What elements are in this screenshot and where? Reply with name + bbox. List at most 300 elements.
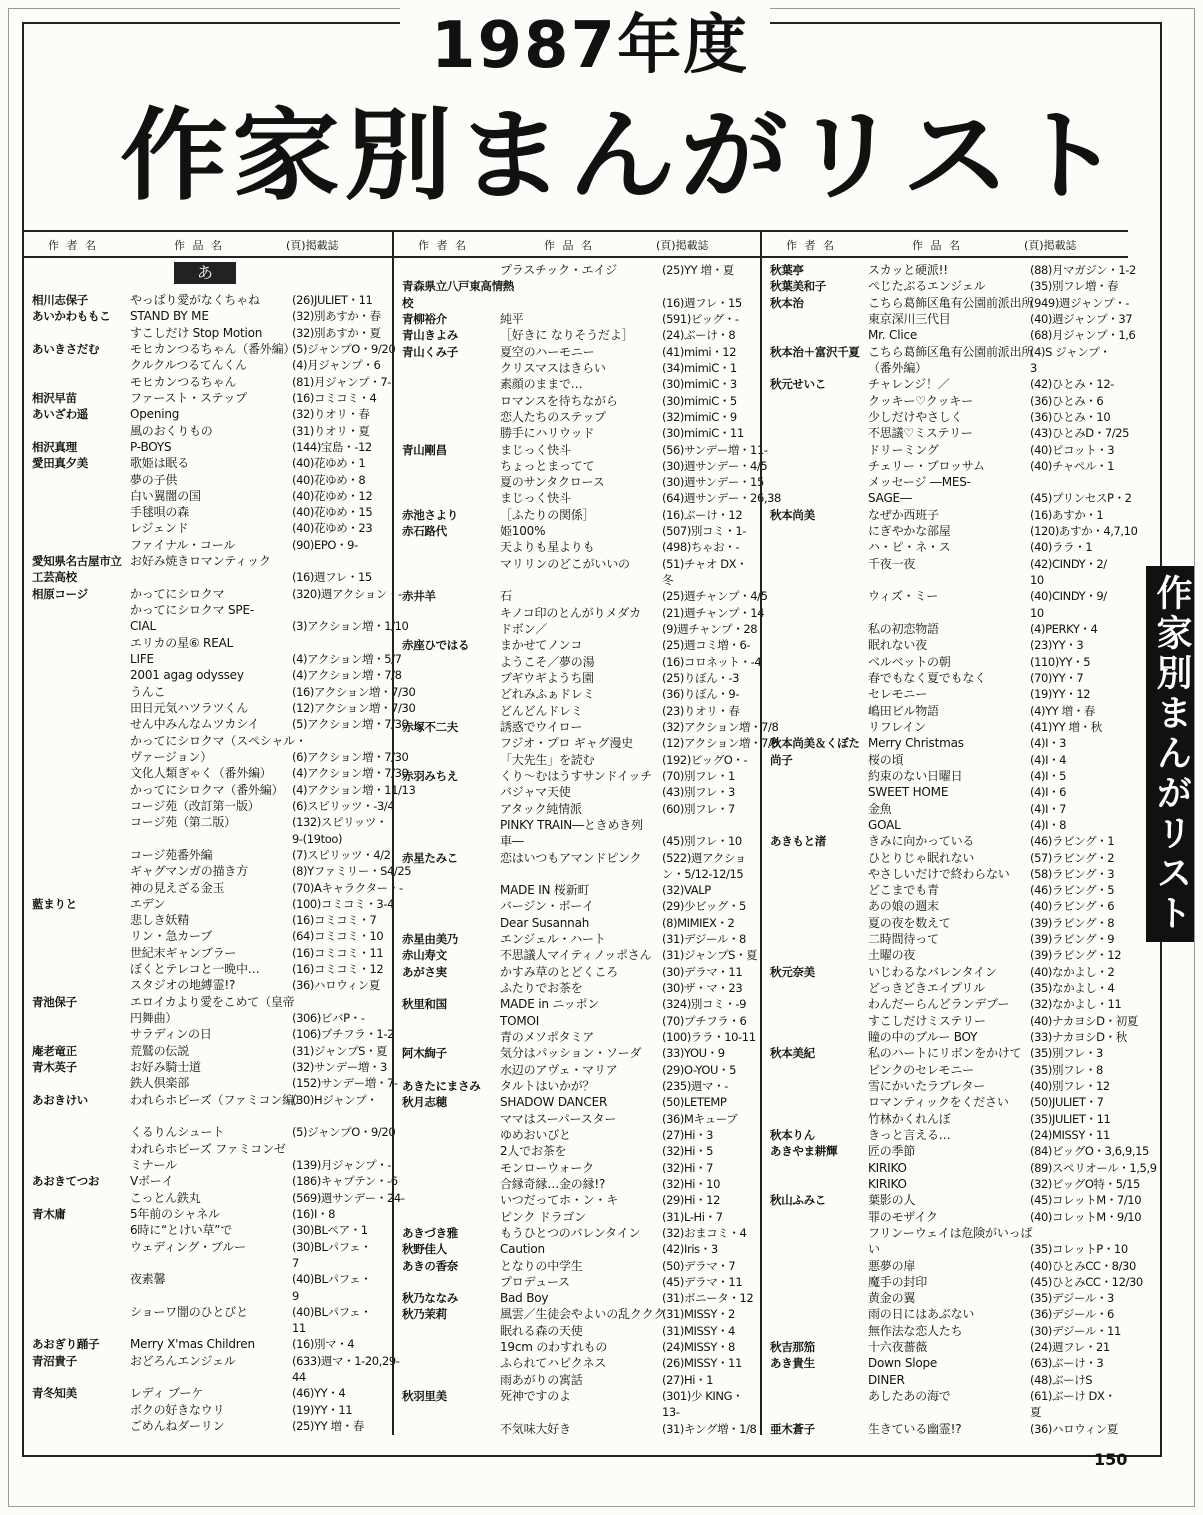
magazine-ref: (48)ぶーけS: [1030, 1372, 1093, 1387]
table-row: [394, 817, 762, 833]
magazine-ref: (32)mimiC・9: [662, 409, 737, 424]
magazine-ref: (30)デラマ・11: [662, 964, 743, 979]
work-title: 二時間待って: [868, 932, 939, 947]
magazine-ref: (29)Hi・12: [662, 1193, 720, 1208]
table-row: [394, 458, 768, 474]
magazine-ref: 冬: [662, 573, 674, 588]
work-title: 合縁奇縁…金の縁!?: [500, 1176, 606, 1191]
work-title: クルクルつるてんくん: [130, 358, 247, 373]
table-row: [394, 1241, 762, 1257]
work-title: 金魚: [868, 801, 892, 816]
work-title: 不思議人マイティノッポさん: [500, 948, 652, 963]
table-row: [24, 831, 392, 847]
table-row: [394, 686, 762, 702]
work-title: 神の見えざる金玉: [130, 880, 225, 895]
table-row: [24, 1402, 392, 1418]
table-row: [24, 782, 416, 798]
work-title: 土曜の夜: [868, 948, 916, 963]
magazine-ref: (25)YY 増・春: [292, 1419, 364, 1434]
table-row: [24, 635, 392, 651]
work-title: 瞳の中のブルー BOY: [868, 1030, 978, 1045]
work-title: 姫100%: [500, 524, 546, 539]
work-title: SWEET HOME: [868, 785, 949, 800]
magazine-ref: (25)りぼん・-3: [662, 671, 740, 685]
magazine-ref: (64)コミコミ・10: [292, 929, 384, 944]
magazine-ref: (507)別コミ・1-: [662, 524, 746, 539]
table-row: [394, 898, 762, 914]
magazine-ref: (40)ララ・1: [1030, 540, 1093, 555]
author-name: 赤座ひではる: [402, 638, 470, 653]
magazine-ref: (68)月ジャンプ・1,6: [1030, 328, 1136, 343]
work-title: CIAL: [130, 619, 157, 634]
table-row: [394, 572, 762, 588]
author-name: 相川志保子: [32, 293, 88, 307]
side-label: 作家別まんがリスト: [1146, 566, 1194, 942]
work-title: モヒカンつるちゃん: [130, 374, 237, 389]
table-row: [24, 308, 392, 324]
work-title: まじっく快斗: [500, 491, 571, 506]
work-title: ひとりじゃ眠れない: [868, 850, 975, 865]
work-title: いつだってホ・ン・キ: [500, 1193, 619, 1208]
author-name: 秋本尚美: [770, 507, 815, 522]
work-title: ギャグマンガの描き方: [130, 864, 249, 879]
magazine-ref: (30)デジール・11: [1030, 1323, 1121, 1338]
work-title: 誘惑でウイロー: [500, 719, 583, 734]
magazine-ref: (30)週サンデー・4/5: [662, 458, 768, 473]
magazine-ref: (81)月ジャンプ・7-: [292, 374, 392, 389]
magazine-ref: (88)月マガジン・1-2: [1030, 263, 1136, 277]
table-row: [24, 537, 392, 553]
table-row: [394, 850, 762, 866]
magazine-ref: (35)別フレ・3: [1030, 1046, 1103, 1061]
table-row: [24, 1157, 392, 1173]
author-name: 相原コージ: [32, 586, 88, 601]
work-title: 夢の子供: [130, 472, 178, 487]
table-row: [762, 980, 1130, 996]
table-row: [762, 1127, 1130, 1143]
magazine-ref: (8)MIMIEX・2: [662, 915, 735, 930]
author-table: [24, 230, 1157, 1440]
magazine-ref: (32)りオリ・春: [292, 407, 370, 422]
magazine-ref: (949)週ジャンプ・-: [1030, 295, 1130, 310]
work-title: ウェディング・ブルー: [130, 1239, 246, 1254]
work-title: プロデュース: [500, 1274, 570, 1289]
magazine-ref: (6)アクション増・7/30: [292, 749, 409, 764]
table-row: [762, 539, 1130, 555]
table-row: [762, 654, 1130, 670]
work-title: おどろんエンジェル: [130, 1353, 236, 1368]
table-row: [394, 262, 762, 278]
table-row: [394, 1143, 762, 1159]
magazine-ref: (16)コミコミ・7: [292, 913, 377, 928]
author-name: 青木英子: [32, 1060, 77, 1075]
work-title: エデン: [130, 896, 166, 911]
magazine-ref: (33)YOU・9: [662, 1046, 725, 1061]
work-title: こちら葛飾区亀有公園前派出所: [868, 344, 1034, 359]
table-row: [762, 1094, 1130, 1110]
magazine-ref: 9-(19too): [292, 831, 343, 846]
author-name: 秋山ふみこ: [770, 1193, 826, 1208]
table-row: [24, 896, 395, 912]
magazine-ref: (16)別マ・4: [292, 1337, 355, 1352]
table-row: [394, 980, 762, 996]
magazine-ref: (34)mimiC・1: [662, 360, 737, 375]
author-name: 赤井羊: [402, 589, 436, 604]
table-row: [24, 651, 402, 667]
work-title: 少しだけやさしく: [868, 409, 963, 424]
author-name: 相沢真理: [32, 439, 77, 454]
table-row: [394, 344, 762, 360]
table-row: [762, 882, 1130, 898]
table-row: [394, 1290, 762, 1306]
work-title: 十六夜薔薇: [868, 1340, 928, 1355]
magazine-ref: (32)Hi・5: [662, 1144, 714, 1159]
table-row: [24, 569, 392, 585]
author-name: 藍まりと: [32, 896, 77, 911]
table-row: [394, 1029, 762, 1045]
magazine-ref: (4)I・8: [1030, 817, 1067, 832]
magazine-ref: (8)Yファミリー・S4/25: [292, 864, 412, 879]
magazine-ref: (56)サンデー増・11-: [662, 442, 768, 457]
table-row: [762, 1421, 1130, 1437]
magazine-ref: (5)ジャンプO・9/20: [292, 341, 396, 356]
work-title: 歌姫は眠る: [130, 456, 190, 471]
magazine-ref: 9: [292, 1288, 299, 1303]
table-row: [394, 1111, 762, 1127]
magazine-ref: (61)ぶーけ DX・: [1030, 1389, 1116, 1404]
table-row: [762, 947, 1130, 963]
work-title: ベルベットの朝: [868, 654, 951, 669]
table-row: [24, 994, 392, 1010]
magazine-ref: (4)S ジャンプ・: [1030, 344, 1111, 359]
magazine-ref: (40)ナカヨシD・初夏: [1030, 1013, 1138, 1028]
table-row: [394, 931, 762, 947]
table-row: [24, 1124, 396, 1140]
magazine-ref: (120)あすか・4,7,10: [1030, 524, 1138, 539]
magazine-ref: (32)別あすか・春: [292, 309, 381, 324]
work-title: 円舞曲）: [130, 1011, 178, 1026]
table-row: [24, 1092, 392, 1108]
work-title: ヴァージョン）: [130, 749, 213, 764]
magazine-ref: (70)別フレ・1: [662, 768, 735, 783]
work-title: すこしだけ Stop Motion: [130, 325, 263, 340]
work-title: わんだーらんどランデブー: [868, 997, 1010, 1012]
author-name: あいざわ遥: [32, 407, 88, 422]
table-row: [394, 801, 762, 817]
table-row: [24, 928, 392, 944]
table-row: [762, 719, 1130, 735]
work-title: かすみ草のとどくころ: [500, 964, 619, 979]
magazine-ref: (23)りオリ・春: [662, 703, 740, 718]
work-title: くるりんシュート: [130, 1125, 225, 1140]
table-row: [24, 1026, 395, 1042]
table-row: [762, 605, 1130, 621]
magazine-ref: (40)BLパフェ・: [292, 1272, 372, 1287]
work-title: われらホビーズ ファミコンゼ: [130, 1141, 286, 1156]
author-name: 赤池さより: [402, 507, 458, 522]
magazine-ref: (27)Hi・1: [662, 1372, 714, 1387]
magazine-ref: (43)別フレ・3: [662, 785, 735, 800]
table-row: [762, 996, 1130, 1012]
magazine-ref: (4)I・3: [1030, 736, 1067, 751]
work-title: 東京深川三代目: [868, 311, 951, 326]
table-row: [394, 621, 762, 637]
table-row: [394, 703, 762, 719]
magazine-ref: (36)りぼん・9-: [662, 687, 740, 702]
work-title: Merry X'mas Children: [130, 1337, 255, 1352]
magazine-ref: (24)ぶーけ・8: [662, 328, 736, 343]
author-name: あおきてつお: [32, 1174, 100, 1189]
table-row: [394, 1094, 762, 1110]
table-row: [24, 439, 392, 455]
work-title: うんこ: [130, 684, 166, 699]
work-title: 天よりも星よりも: [500, 540, 595, 555]
magazine-ref: (30)BLパフェ・: [292, 1239, 372, 1254]
author-name: 庵老竜正: [32, 1043, 77, 1058]
work-title: 私のハートにリボンをかけて: [868, 1046, 1022, 1061]
magazine-ref: (12)アクション増・7/30: [292, 701, 416, 715]
magazine-ref: (32)アクション増・7/8: [662, 719, 779, 734]
work-title: Opening: [130, 407, 180, 422]
table-row: [762, 915, 1130, 931]
work-title: 眠れる森の天使: [500, 1323, 583, 1338]
magazine-ref: (40)BLパフェ・: [292, 1304, 372, 1319]
work-title: スカッと硬派!!: [868, 263, 948, 277]
table-row: [24, 1418, 392, 1434]
column-body: [24, 258, 416, 1438]
author-name: 秋本治: [770, 295, 804, 310]
work-title: 車―: [500, 834, 524, 849]
magazine-ref: (39)ラビング・8: [1030, 915, 1115, 930]
magazine-ref: (235)週マ・-: [662, 1079, 728, 1093]
magazine-ref: (45)コレットM・7/10: [1030, 1193, 1142, 1208]
work-title: せん中みんなムツカシイ: [130, 717, 260, 732]
table-row: [24, 357, 392, 373]
work-title: 魔手の封印: [868, 1274, 928, 1289]
work-title: ハ・ピ・ネ・ス: [868, 540, 951, 555]
table-column-1: [24, 230, 416, 1435]
magazine-ref: (4)YY 増・春: [1030, 703, 1095, 718]
work-title: （番外編）: [868, 360, 928, 375]
work-title: どんどんドレミ: [500, 703, 583, 718]
table-row: [762, 490, 1130, 506]
table-row: [762, 1209, 1142, 1225]
table-row: [394, 1339, 762, 1355]
table-row: [24, 1369, 392, 1385]
work-title: DINER: [868, 1372, 905, 1387]
table-row: [762, 1111, 1130, 1127]
work-title: どっきどきエイプリル: [868, 981, 985, 996]
magazine-ref: (70)YY・7: [1030, 671, 1084, 685]
magazine-ref: (27)Hi・3: [662, 1127, 714, 1142]
magazine-ref: (110)YY・5: [1030, 654, 1091, 669]
work-title: 死神ですのよ: [500, 1389, 571, 1404]
work-title: 匠の季節: [868, 1144, 916, 1159]
magazine-ref: (19)YY・11: [292, 1402, 353, 1417]
magazine-ref: (4)I・4: [1030, 752, 1067, 767]
magazine-ref: (16)コミコミ・4: [292, 390, 377, 405]
work-title: コージ苑（第二版）: [130, 815, 236, 830]
magazine-ref: (498)ちゃお・-: [662, 540, 740, 555]
author-name: 秋吉那笳: [770, 1340, 815, 1355]
work-title: 2人でお茶を: [500, 1144, 567, 1159]
magazine-ref: (30)mimiC・5: [662, 393, 737, 408]
work-title: 水辺のアヴェ・マリア: [500, 1062, 618, 1077]
table-row: [762, 1078, 1130, 1094]
table-row: [762, 507, 1130, 523]
magazine-ref: (12)アクション増・7/8: [662, 736, 779, 751]
table-row: [762, 1290, 1130, 1306]
table-row: [762, 572, 1130, 588]
work-title: ［ふたりの関係］: [500, 507, 595, 522]
table-row: [24, 341, 396, 357]
magazine-ref: (132)スピリッツ・: [292, 815, 388, 830]
table-row: [394, 442, 768, 458]
table-row: [394, 1062, 762, 1078]
author-name: 秋本りん: [770, 1127, 815, 1142]
magazine-ref: (21)週チャンプ・14: [662, 605, 765, 620]
table-row: [762, 801, 1130, 817]
work-title: Dear Susannah: [500, 915, 590, 930]
table-row: [24, 961, 392, 977]
table-row: [762, 588, 1130, 604]
magazine-ref: (35)別フレ増・春: [1030, 279, 1119, 294]
magazine-ref: (36)デジール・6: [1030, 1307, 1114, 1322]
table-row: [24, 1271, 392, 1287]
table-row: [762, 1258, 1136, 1274]
work-title: Caution: [500, 1242, 545, 1257]
work-title: ごめんねダーリン: [130, 1419, 225, 1434]
magazine-ref: (41)mimi・12: [662, 344, 737, 359]
author-name: あいかわももこ: [32, 309, 111, 324]
table-row: [394, 360, 762, 376]
magazine-ref: (63)ぶーけ・3: [1030, 1356, 1104, 1371]
work-title: 田日元気ハツラツくん: [130, 701, 249, 715]
magazine-ref: (16)ぶーけ・12: [662, 507, 743, 522]
author-name: 赤山寿文: [402, 948, 447, 963]
table-row: [762, 1241, 1130, 1257]
work-title: PINKY TRAIN―ときめき列: [500, 817, 643, 832]
table-row: [394, 833, 762, 849]
table-row: [394, 866, 762, 882]
magazine-ref: (591)ビッグ・-: [662, 311, 739, 326]
header-magazine: (頁)掲載誌: [286, 239, 339, 252]
table-row: [762, 556, 1130, 572]
magazine-ref: (29)少ビッグ・5: [662, 899, 746, 914]
magazine-ref: (4)PERKY・4: [1030, 622, 1098, 637]
table-row: [762, 376, 1130, 392]
work-title: リフレイン: [868, 719, 926, 734]
magazine-ref: (19)YY・12: [1030, 687, 1091, 702]
magazine-ref: (35)別フレ・8: [1030, 1062, 1103, 1077]
magazine-ref: (633)週マ・1-20,29-: [292, 1353, 400, 1368]
work-title: 千夜一夜: [868, 556, 916, 571]
kana-index-tab: あ: [174, 262, 236, 284]
magazine-ref: (32)おまコミ・4: [662, 1225, 747, 1240]
magazine-ref: (144)宝島・-12: [292, 439, 372, 454]
magazine-ref: (32)なかよし・11: [1030, 997, 1122, 1012]
table-row: [394, 1306, 762, 1322]
table-row: [394, 1160, 762, 1176]
magazine-ref: (301)少 KING・: [662, 1389, 744, 1404]
work-title: 素顔のままで…: [500, 377, 583, 392]
table-row: [394, 278, 762, 294]
work-title: やっぱり愛がなくちゃね: [130, 293, 260, 307]
author-name: あきづき雅: [402, 1225, 458, 1240]
work-title: ロマンティックをください: [868, 1095, 1009, 1110]
magazine-ref: (50)デラマ・7: [662, 1258, 736, 1273]
magazine-ref: (4)アクション増・7/30: [292, 766, 409, 781]
work-title: サラディンの日: [130, 1027, 212, 1042]
table-row: [394, 735, 779, 751]
work-title: 雨あがりの寓話: [500, 1372, 583, 1387]
work-title: フジオ・プロ ギャグ漫史: [500, 736, 633, 751]
magazine-ref: (16)コミコミ・11: [292, 945, 384, 960]
column-body: [762, 258, 1157, 1438]
magazine-ref: (32)Hi・7: [662, 1160, 714, 1175]
table-row: [762, 523, 1138, 539]
magazine-ref: (152)サンデー増・7-: [292, 1076, 398, 1091]
magazine-ref: (31)MISSY・2: [662, 1307, 735, 1322]
work-title: かってにシロクマ（スペシャル・: [130, 733, 307, 748]
magazine-ref: (36)ひとみ・10: [1030, 409, 1111, 424]
work-title: モンローウォーク: [500, 1160, 594, 1175]
magazine-ref: (16)あすか・1: [1030, 507, 1104, 522]
table-row: [762, 964, 1130, 980]
work-title: 世紀末ギャンブラー: [130, 945, 237, 960]
table-row: [24, 667, 402, 683]
magazine-ref: (32)ビッグO特・5/15: [1030, 1176, 1140, 1191]
header-work: 作 品 名: [174, 239, 224, 252]
table-row: [762, 458, 1130, 474]
column-header: [24, 230, 392, 258]
magazine-ref: (90)EPO・9-: [292, 537, 358, 552]
work-title: ［好きに なりそうだよ］: [500, 328, 634, 343]
work-title: 気分はパッション・ソーダ: [500, 1046, 642, 1061]
work-title: 「大先生」を読む: [500, 752, 595, 767]
magazine-ref: ン・5/12-12/15: [662, 866, 744, 881]
table-row: [24, 1075, 398, 1091]
work-title: Bad Boy: [500, 1291, 549, 1306]
author-name: 青冬知美: [32, 1386, 77, 1401]
work-title: 眠れない夜: [868, 638, 928, 653]
magazine-ref: (39)ラビング・12: [1030, 948, 1122, 963]
author-name: 青柳裕介: [402, 311, 447, 326]
table-row: [394, 768, 762, 784]
magazine-ref: (42)Iris・3: [662, 1242, 718, 1257]
work-title: 葉影の人: [868, 1193, 916, 1208]
work-title: 竹林かくれんぼ: [868, 1111, 951, 1126]
author-name: 校: [402, 295, 414, 310]
magazine-ref: (35)JULIET・11: [1030, 1111, 1111, 1126]
table-row: [24, 1336, 392, 1352]
table-row: [24, 374, 392, 390]
table-row: [762, 1062, 1130, 1078]
table-row: [762, 703, 1130, 719]
table-row: [394, 752, 762, 768]
magazine-ref: (57)ラビング・2: [1030, 850, 1115, 865]
table-row: [24, 912, 392, 928]
work-title: くり～むはうすサンドイッチ: [500, 768, 652, 783]
table-row: [24, 1255, 392, 1271]
table-row: [394, 507, 762, 523]
magazine-ref: (30)Hジャンプ・: [292, 1092, 378, 1107]
table-row: [394, 1225, 762, 1241]
author-name: 赤石路代: [402, 524, 447, 539]
header-author: 作 者 名: [786, 239, 836, 252]
table-row: [24, 765, 409, 781]
table-row: [24, 602, 392, 618]
